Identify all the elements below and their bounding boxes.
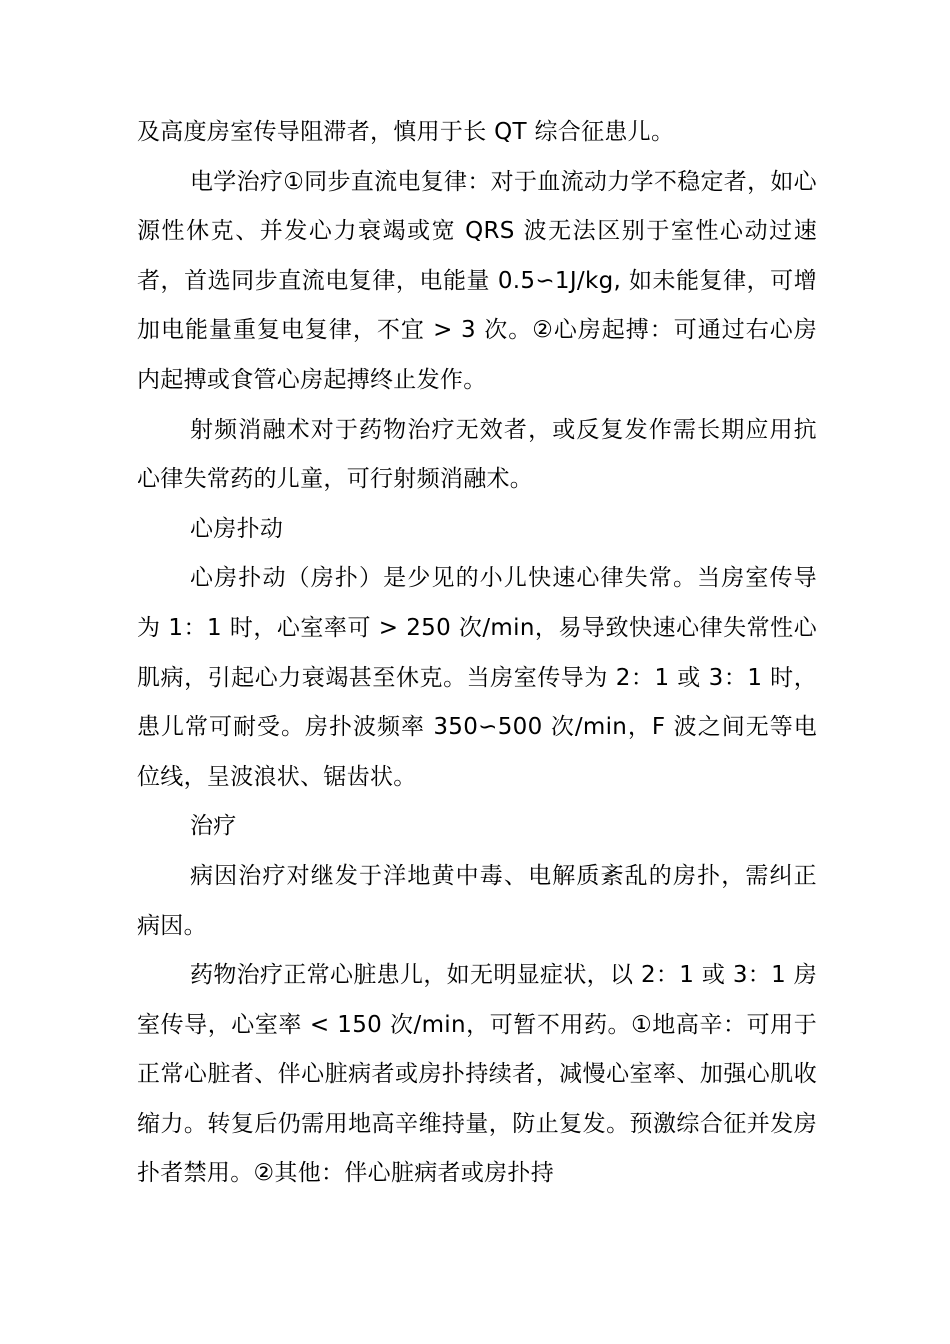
paragraph-etiological-treatment: 病因治疗对继发于洋地黄中毒、电解质紊乱的房扑，需纠正病因。 <box>137 862 817 939</box>
document-page <box>137 108 817 1199</box>
paragraph-electrical-therapy: 电学治疗①同步直流电复律：对于血流动力学不稳定者，如心源性休克、并发心力衰竭或宽 QRS 波无法区别于室性心动过速者，首选同步直流电复律，电能量 0.5∽1J/kg, 如未能复律，可增加电能量重复电复律，不宜 > 3 次。②心房起搏：可通过右心房内起搏或食管心房起搏终止发作。 <box>137 168 817 393</box>
paragraph-atrial-flutter-description: 心房扑动（房扑）是少见的小儿快速心律失常。当房室传导为 1：1 时，心室率可 > 250 次/min，易导致快速心律失常性心肌病，引起心力衰竭甚至休克。当房室传导为 2：1 或 3：1 时，患儿常可耐受。房扑波频率 350∽500 次/min，F 波之间无等电位线，呈波浪状、锯齿状。 <box>137 565 817 790</box>
paragraph-radiofrequency-ablation: 射频消融术对于药物治疗无效者，或反复发作需长期应用抗心律失常药的儿童，可行射频消融术。 <box>137 416 817 493</box>
section-heading-atrial-flutter: 心房扑动 <box>190 515 284 542</box>
section-heading-treatment: 治疗 <box>190 813 237 840</box>
paragraph-drug-treatment: 药物治疗正常心脏患儿，如无明显症状，以 2：1 或 3：1 房室传导，心室率 < 150 次/min，可暂不用药。①地高辛：可用于正常心脏者、伴心脏病者或房扑持续者，减慢心室率、加强心肌收缩力。转复后仍需用地高辛维持量，防止复发。预激综合征并发房扑者禁用。②其他：伴心脏病者或房扑持 <box>137 962 817 1187</box>
paragraph-continuation: 及高度房室传导阻滞者，慎用于长 QT 综合征患儿。 <box>137 119 675 145</box>
